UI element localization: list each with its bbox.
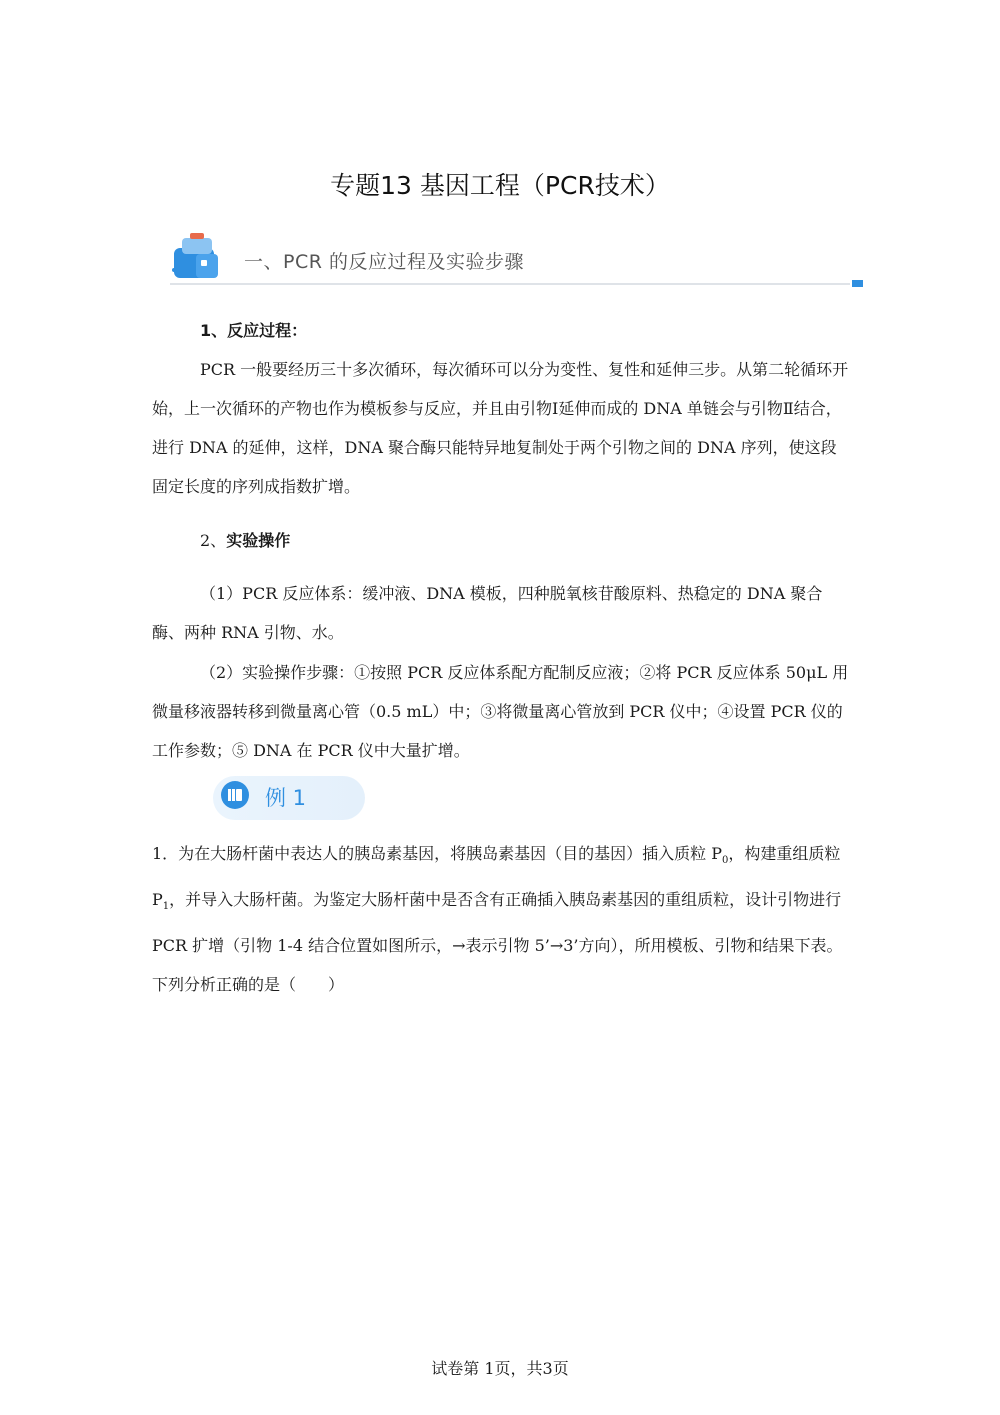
- subscript-1: 1: [162, 901, 170, 913]
- part2-heading-text: 实验操作: [226, 531, 291, 550]
- part2-heading: [152, 521, 852, 560]
- page-title: 专题13 基因工程（PCR技术）: [330, 171, 670, 200]
- part1-heading: 1、反应过程：: [200, 321, 308, 340]
- part2-item2: （2）实验操作步骤：①按照 PCR 反应体系配方配制反应液；②将 PCR 反应体系 50μL 用微量移液器转移到微量离心管（0.5 mL）中；③将微量离心管放到 PCR 仪中；④设置 PCR 仪的工作参数；⑤ DNA 在 PCR 仪中大量扩增。: [152, 663, 849, 760]
- question-seg2: ，构建重组质粒 P: [152, 844, 841, 910]
- part1-text: PCR 一般要经历三十多次循环，每次循环可以分为变性、复性和延伸三步。从第二轮循环开始，上一次循环的产物也作为模板参与反应，并且由引物Ⅰ延伸而成的 DNA 单链会与引物Ⅱ结合，进行 DNA 的延伸，这样，DNA 聚合酶只能特异地复制处于两个引物之间的 DNA 序列，使这段固定长度的序列成指数扩增。: [152, 360, 849, 496]
- subscript-0: 0: [722, 855, 729, 867]
- question-seg1: 1．为在大肠杆菌中表达人的胰岛素基因，将胰岛素基因（目的基因）插入质粒 P: [152, 844, 723, 863]
- section-heading: 一、PCR 的反应过程及实验步骤: [244, 251, 524, 273]
- example-badge: [213, 776, 365, 820]
- part1-heading-block: [152, 311, 852, 350]
- part2-item1: （1）PCR 反应体系：缓冲液、DNA 模板，四种脱氧核苷酸原料、热稳定的 DNA 聚合酶、两种 RNA 引物、水。: [152, 584, 823, 642]
- folder-icon: [168, 230, 228, 286]
- banner-divider: [170, 283, 850, 285]
- section-banner: [168, 230, 868, 292]
- book-icon: [221, 781, 249, 809]
- example-label: 例 1: [265, 786, 307, 810]
- question-seg3: ，并导入大肠杆菌。为鉴定大肠杆菌中是否含有正确插入胰岛素基因的重组质粒，设计引物进行 PCR 扩增（引物 1-4 结合位置如图所示，→表示引物 5’→3’方向），所用模板、引物和结果下表。下列分析正确的是（ ）: [152, 890, 843, 995]
- part2-heading-num: 2、: [200, 531, 227, 550]
- banner-accent-square: [852, 280, 863, 287]
- question-text: [152, 834, 852, 1004]
- page-footer: 试卷第 1页，共3页: [431, 1359, 569, 1378]
